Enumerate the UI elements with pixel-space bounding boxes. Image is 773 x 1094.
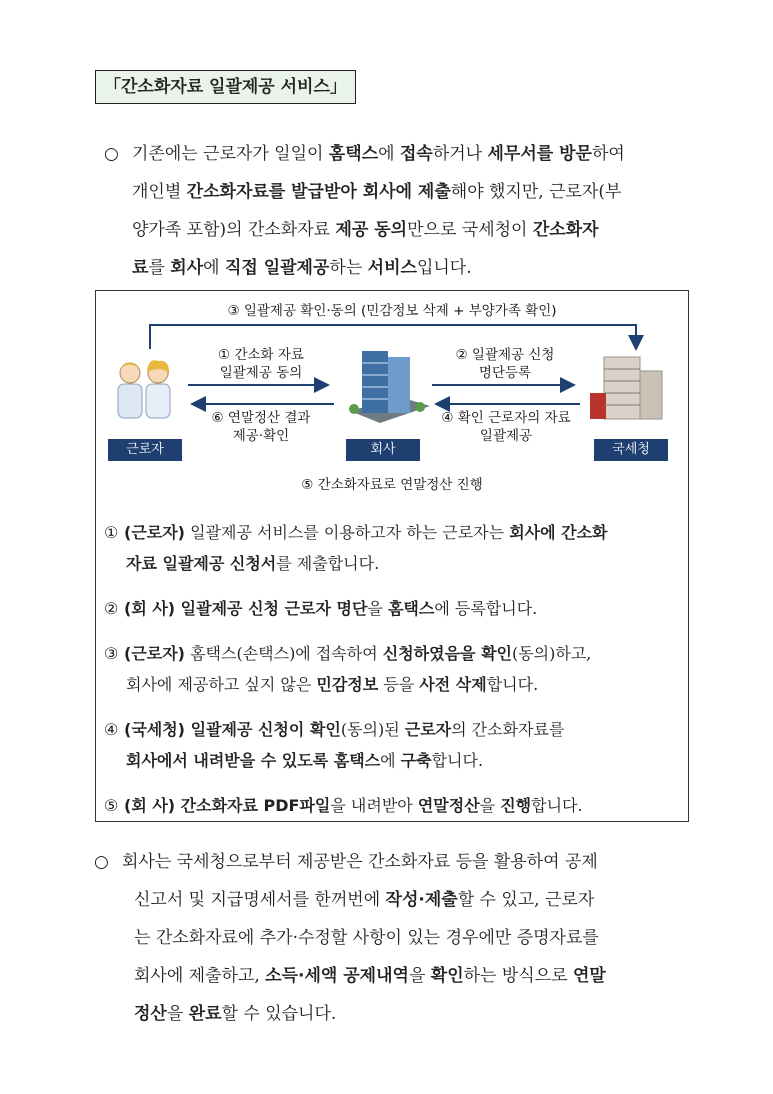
flow5-caption: ⑤ 간소화자료로 연말정산 진행	[301, 477, 483, 493]
text-run: 에 등록합니다.	[434, 599, 538, 618]
emphasis-text: 작성·제출	[385, 890, 458, 910]
page-title: 「간소화자료 일괄제공 서비스」	[95, 70, 356, 104]
text-run: 회사에 제공하고 싶지 않은	[126, 675, 317, 694]
emphasis-text: 회사	[170, 258, 204, 278]
emphasis-text: 완료	[188, 1004, 222, 1024]
text-run: 하는	[329, 258, 368, 278]
emphasis-text: 정산	[134, 1004, 167, 1024]
emphasis-text: 간소화자	[532, 220, 599, 240]
flow6-line: 제공·확인	[232, 428, 290, 444]
text-run: 을	[479, 796, 501, 815]
step-item	[104, 790, 682, 821]
flow2-line: 명단등록	[478, 365, 532, 381]
nts-building-icon	[590, 357, 662, 419]
text-run: 을	[408, 966, 431, 986]
emphasis-text: 연말정산	[417, 796, 480, 815]
text-run: 합니다.	[531, 796, 583, 815]
text-run: 의 간소화자료를	[451, 720, 565, 739]
text-run: 회사에 제출하고,	[134, 966, 266, 986]
bullet: ○	[104, 144, 119, 164]
emphasis-text: 자료 일괄제공 신청서	[126, 554, 277, 573]
flow1-line: 일괄제공 동의	[219, 365, 303, 381]
closing-paragraph	[94, 843, 694, 1033]
emphasis-text: 접속	[399, 144, 433, 164]
emphasis-text: 회사에서 내려받을 수 있도록 홈택스	[126, 751, 381, 770]
text-run: 합니다.	[431, 751, 484, 770]
text-run: 에	[378, 144, 400, 164]
step-number: ②	[104, 599, 119, 618]
emphasis-text: (회 사) 간소화자료 PDF파일	[124, 796, 331, 815]
process-diagram	[95, 290, 689, 822]
step-number: ⑤	[104, 796, 119, 815]
step-number: ①	[104, 523, 119, 542]
emphasis-text: 진행	[500, 796, 532, 815]
emphasis-text: 확인	[430, 966, 464, 986]
emphasis-text: (근로자)	[124, 644, 185, 663]
flow2-caption	[430, 346, 580, 382]
emphasis-text: 연말	[572, 966, 606, 986]
text-run: 신고서 및 지급명세서를 한꺼번에	[134, 890, 386, 910]
emphasis-text: 세무서를 방문	[487, 144, 592, 164]
para-line-text	[132, 144, 625, 164]
text-run: 을	[166, 1004, 189, 1024]
text-run: 홈택스(손택스)에 접속하여	[185, 644, 383, 663]
company-building-icon	[349, 351, 430, 423]
text-run: (동의)하고,	[511, 644, 592, 663]
para-line	[94, 995, 694, 1033]
company-label: 회사	[346, 439, 420, 461]
emphasis-text: 구축	[400, 751, 432, 770]
emphasis-text: 홈택스	[328, 144, 379, 164]
text-run: 등을	[378, 675, 420, 694]
emphasis-text: 신청하였음을 확인	[382, 644, 512, 663]
flow6-caption	[186, 409, 336, 445]
text-run: 를	[148, 258, 171, 278]
flow1-line: ① 간소화 자료	[218, 347, 304, 363]
emphasis-text: 서비스	[367, 258, 417, 278]
para-line	[104, 249, 694, 287]
step-number: ③	[104, 644, 119, 663]
emphasis-text: (회 사) 일괄제공 신청 근로자 명단	[124, 599, 368, 618]
emphasis-text: 소득·세액 공제내역	[265, 966, 409, 986]
bullet: ○	[94, 852, 109, 872]
emphasis-text: 민감정보	[316, 675, 379, 694]
para-line	[104, 211, 694, 249]
para-line	[104, 135, 694, 173]
text-run: 할 수 있고, 근로자	[457, 890, 595, 910]
text-run: 회사는 국세청으로부터 제공받은 간소화자료 등을 활용하여 공제	[122, 852, 598, 872]
text-run: (동의)된	[340, 720, 405, 739]
step-item	[104, 638, 682, 700]
emphasis-text: 료	[132, 258, 149, 278]
text-run: 에	[380, 751, 401, 770]
step-number: ④	[104, 720, 119, 739]
para-line	[94, 957, 694, 995]
para-line	[94, 919, 694, 957]
text-run: 일괄제공 서비스를 이용하고자 하는 근로자는	[185, 523, 510, 542]
para-line	[104, 173, 694, 211]
text-run: 할 수 있습니다.	[221, 1004, 337, 1024]
emphasis-text: 간소화자료를 발급받아 회사에 제출	[186, 182, 451, 202]
para-line	[94, 881, 694, 919]
emphasis-text: (근로자)	[124, 523, 185, 542]
intro-paragraph	[104, 135, 694, 287]
para-line	[94, 843, 694, 881]
step-item	[104, 714, 682, 776]
text-run: 를 제출합니다.	[276, 554, 380, 573]
text-run: 을	[367, 599, 388, 618]
text-run: 개인별	[132, 182, 187, 202]
text-run: 입니다.	[416, 258, 472, 278]
text-run: 는 간소화자료에 추가·수정할 사항이 있는 경우에만 증명자료를	[134, 928, 599, 948]
text-run: 하거나	[432, 144, 488, 164]
emphasis-text: 근로자	[404, 720, 452, 739]
emphasis-text: 홈택스	[387, 599, 435, 618]
worker-icon	[118, 360, 170, 418]
flow6-line: ⑥ 연말정산 결과	[211, 410, 311, 426]
flow4-line: 일괄제공	[479, 428, 533, 444]
text-run: 해야 했지만, 근로자(부	[450, 182, 622, 202]
step-list	[104, 517, 682, 835]
nts-label: 국세청	[594, 439, 668, 461]
worker-label: 근로자	[108, 439, 182, 461]
text-run: 하여	[591, 144, 625, 164]
text-run: 합니다.	[486, 675, 539, 694]
step-item	[104, 517, 682, 579]
emphasis-text: 제공 동의	[335, 220, 408, 240]
emphasis-text: 회사에 간소화	[509, 523, 608, 542]
top-flow-caption: ③ 일괄제공 확인·동의 (민감정보 삭제 + 부양가족 확인)	[227, 303, 557, 319]
para-line-text	[122, 852, 598, 872]
emphasis-text: 사전 삭제	[419, 675, 487, 694]
text-run: 하는 방식으로	[463, 966, 573, 986]
text-run: 만으로 국세청이	[407, 220, 533, 240]
text-run: 양가족 포함)의 간소화자료	[132, 220, 336, 240]
emphasis-text: (국세청) 일괄제공 신청이 확인	[124, 720, 341, 739]
flow4-caption	[424, 409, 588, 445]
emphasis-text: 직접 일괄제공	[224, 258, 330, 278]
flow4-line: ④ 확인 근로자의 자료	[441, 410, 571, 426]
text-run: 에	[203, 258, 225, 278]
flow1-caption	[186, 346, 336, 382]
flow2-line: ② 일괄제공 신청	[455, 347, 555, 363]
text-run: 기존에는 근로자가 일일이	[132, 144, 329, 164]
text-run: 을 내려받아	[330, 796, 418, 815]
step-item	[104, 593, 682, 624]
